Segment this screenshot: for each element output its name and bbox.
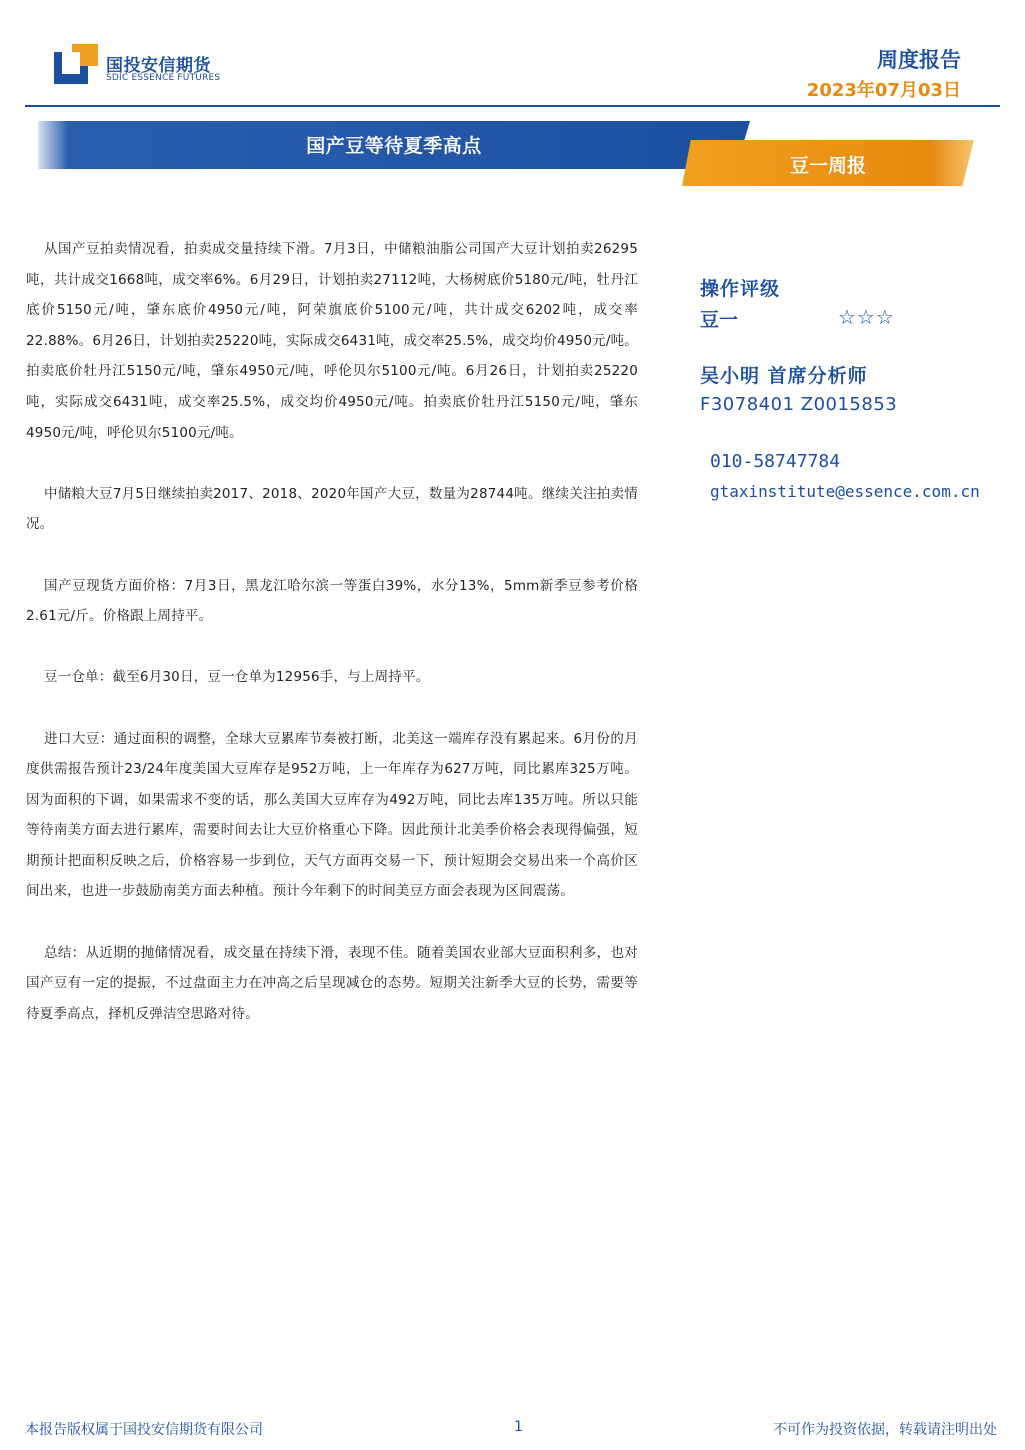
page-number: 1	[514, 1419, 523, 1435]
paragraph-spot-price: 国产豆现货方面价格：7月3日，黑龙江哈尔滨一等蛋白39%，水分13%，5mm新季豆参考价格2.61元/斤。价格跟上周持平。	[26, 577, 638, 625]
contact-phone: 010-58747784	[710, 451, 841, 472]
report-body	[26, 234, 638, 1060]
rating-label: 操作评级	[700, 278, 781, 300]
report-type: 周度报告	[877, 48, 961, 72]
paragraph-summary: 总结：从近期的抛储情况看，成交量在持续下滑，表现不佳。随着美国农业部大豆面积利多，也对国产豆有一定的提振，不过盘面主力在冲高之后呈现减仓的态势。短期关注新季大豆的长势，需要等待夏季高点，择机反弹洁空思路对待。	[26, 944, 638, 1022]
report-subtitle: 豆一周报	[789, 155, 866, 177]
paragraph-warehouse-receipt: 豆一仓单：截至6月30日，豆一仓单为12956手，与上周持平。	[44, 669, 430, 686]
contact-email[interactable]: gtaxinstitute@essence.com.cn	[710, 482, 980, 501]
rating-product: 豆一	[700, 309, 739, 331]
header-divider	[25, 105, 1000, 107]
footer-copyright: 本报告版权属于国投安信期货有限公司	[25, 1422, 263, 1438]
paragraph-auction: 从国产豆拍卖情况看，拍卖成交量持续下滑。7月3日，中储粮油脂公司国产大豆计划拍卖26295吨，共计成交1668吨，成交率6%。6月29日，计划拍卖27112吨，大杨树底价5180元/吨，牡丹江底价5150元/吨，肇东底价4950元/吨，阿荣旗底价5100元/吨，共计成交6202吨，成交率22.88%。6月26日，计划拍卖25220吨，实际成交6431吨，成交率25.5%，成交均价4950元/吨。拍卖底价牡丹江5150元/吨，肇东4950元/吨，呼伦贝尔5100元/吨。6月26日，计划拍卖25220吨，实际成交6431吨，成交率25.5%，成交均价4950元/吨。拍卖底价牡丹江5150元/吨，肇东4950元/吨，呼伦贝尔5100元/吨。	[26, 241, 638, 441]
report-date: 2023年07月03日	[806, 80, 961, 101]
analyst-licenses: F3078401 Z0015853	[700, 394, 898, 415]
report-title: 国产豆等待夏季高点	[306, 135, 482, 157]
paragraph-next-auction: 中储粮大豆7月5日继续拍卖2017、2018、2020年国产大豆，数量为28744吨。继续关注拍卖情况。	[26, 485, 638, 533]
company-logo-icon	[54, 44, 98, 84]
rating-stars-icon: ☆☆☆	[838, 305, 895, 329]
rating-row	[700, 305, 1020, 339]
footer-disclaimer: 不可作为投资依据，转载请注明出处	[773, 1422, 997, 1438]
company-name-en: SDIC ESSENCE FUTURES	[106, 73, 221, 83]
sidebar	[700, 274, 1020, 501]
analyst-name: 吴小明 首席分析师	[700, 365, 868, 387]
paragraph-imported-soybean: 进口大豆：通过面积的调整，全球大豆累库节奏被打断，北美这一端库存没有累起来。6月份的月度供需报告预计23/24年度美国大豆库存是952万吨，上一年库存为627万吨，同比累库325万吨。因为面积的下调，如果需求不变的话，那么美国大豆库存为492万吨，同比去库135万吨。所以只能等待南美方面去进行累库，需要时间去让大豆价格重心下降。因此预计北美季价格会表现得偏强，短期预计把面积反映之后，价格容易一步到位，天气方面再交易一下，预计短期会交易出来一个高价区间出来，也进一步鼓励南美方面去种植。预计今年剩下的时间美豆方面会表现为区间震荡。	[26, 730, 638, 900]
company-name-cn: 国投安信期货	[106, 56, 211, 76]
